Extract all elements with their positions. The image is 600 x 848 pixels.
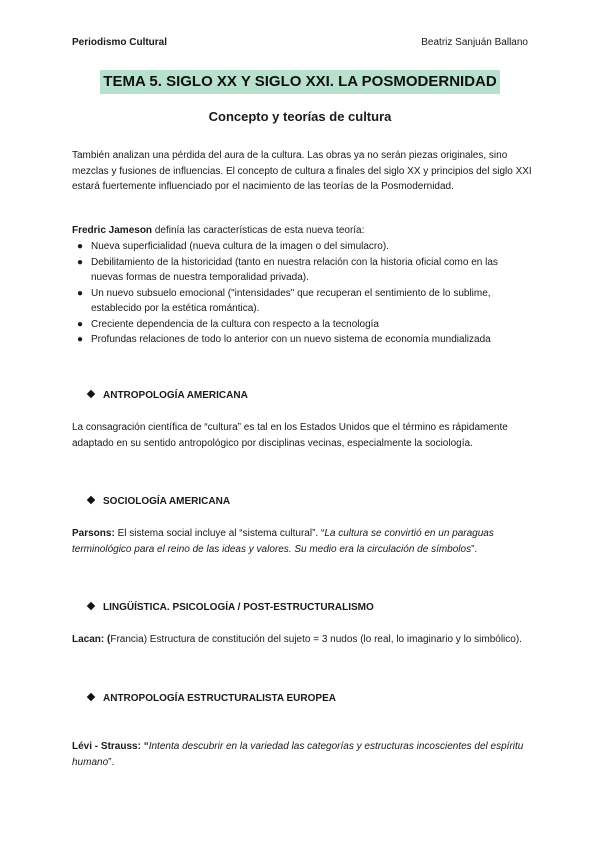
list-item-text: Nueva superficialidad (nueva cultura de la imagen o del simulacro). — [91, 241, 389, 252]
antropologia-estructuralista-text — [72, 739, 532, 770]
list-item — [72, 332, 532, 348]
bullet-icon: ● — [77, 318, 84, 330]
jameson-name: Fredric Jameson — [72, 225, 153, 236]
diamond-bullet-icon — [87, 602, 95, 610]
page-title: TEMA 5. SIGLO XX Y SIGLO XXI. LA POSMODERNIDAD — [100, 70, 499, 94]
section-linguistica — [88, 602, 374, 613]
bullet-icon: ● — [77, 256, 84, 268]
parsons-end: ”. — [471, 543, 478, 555]
intro-paragraph: También analizan una pérdida del aura de la cultura. Las obras ya no serán piezas originales, sino mezclas y fusiones de influencias. El concepto de cultura a finales del siglo XX y principios del siglo XXI estará fuertemente influenciado por el nacimiento de las teorías de la Posmodernidad. — [72, 150, 532, 192]
levi-strauss-quote: Intenta descubrir en la variedad las categorías y estructuras incoscientes del espíritu humano — [72, 741, 524, 768]
header-author: Beatriz Sanjuán Ballano — [421, 37, 528, 48]
title-wrap — [0, 70, 600, 94]
list-item — [72, 239, 532, 255]
lacan-paren: ( — [104, 634, 111, 645]
lacan-text: Francia) Estructura de constitución del sujeto = 3 nudos (lo real, lo imaginario y lo simbólico). — [110, 634, 522, 645]
bullet-icon: ● — [77, 334, 84, 345]
list-item-text: Un nuevo subsuelo emocional ("intensidades" que recuperan el sentimiento de lo sublime, establecido por la estética romántica). — [91, 287, 491, 314]
lacan-name: Lacan: — [72, 634, 105, 645]
jameson-intro — [72, 223, 532, 239]
section-heading: LINGÜÍSTICA. PSICOLOGÍA / POST-ESTRUCTURALISMO — [103, 602, 374, 613]
linguistica-text — [72, 632, 532, 648]
list-item-text: Creciente dependencia de la cultura con respecto a la tecnología — [91, 318, 379, 330]
list-item — [72, 317, 532, 333]
list-item — [72, 255, 532, 286]
bullet-icon: ● — [77, 241, 84, 252]
diamond-bullet-icon — [87, 496, 95, 504]
section-antropologia-americana — [88, 390, 248, 401]
jameson-text: definía las características de esta nueva teoría: — [152, 225, 365, 236]
list-item-text: Profundas relaciones de todo lo anterior con un nuevo sistema de economía mundializada — [91, 334, 491, 345]
parsons-quote: La cultura se convirtió en un paraguas terminológico para el reino de las ideas y valores. Su medio era la circulación de símbolos — [72, 528, 494, 555]
parsons-name: Parsons: — [72, 528, 115, 539]
section-heading: SOCIOLOGÍA AMERICANA — [103, 496, 231, 507]
section-sociologia-americana — [88, 496, 230, 507]
page-header — [72, 37, 528, 51]
page-subtitle: Concepto y teorías de cultura — [208, 109, 392, 124]
section-heading: ANTROPOLOGÍA AMERICANA — [103, 390, 248, 401]
diamond-bullet-icon — [87, 390, 95, 398]
parsons-text: El sistema social incluye al “sistema cultural”. “ — [114, 528, 325, 539]
section-antropologia-estructuralista — [88, 693, 336, 704]
levi-strauss-end: ”. — [108, 756, 115, 768]
diamond-bullet-icon — [87, 693, 95, 701]
list-item-text: Debilitamiento de la historicidad (tanto en nuestra relación con la historia oficial como en las nuevas formas de nuestra temporalidad privada). — [91, 256, 498, 283]
section-heading: ANTROPOLOGÍA ESTRUCTURALISTA EUROPEA — [103, 693, 336, 704]
sociologia-americana-text — [72, 526, 532, 557]
levi-strauss-name: Lévi - Strauss: “ — [72, 741, 149, 752]
header-course: Periodismo Cultural — [72, 37, 168, 48]
list-item — [72, 286, 532, 317]
jameson-list — [72, 239, 532, 348]
bullet-icon: ● — [77, 287, 84, 299]
antropologia-americana-text: La consagración científica de “cultura” es tal en los Estados Unidos que el término es rápidamente adaptado en su sentido antropológico por disciplinas vecinas, especialmente la sociología. — [72, 422, 508, 449]
